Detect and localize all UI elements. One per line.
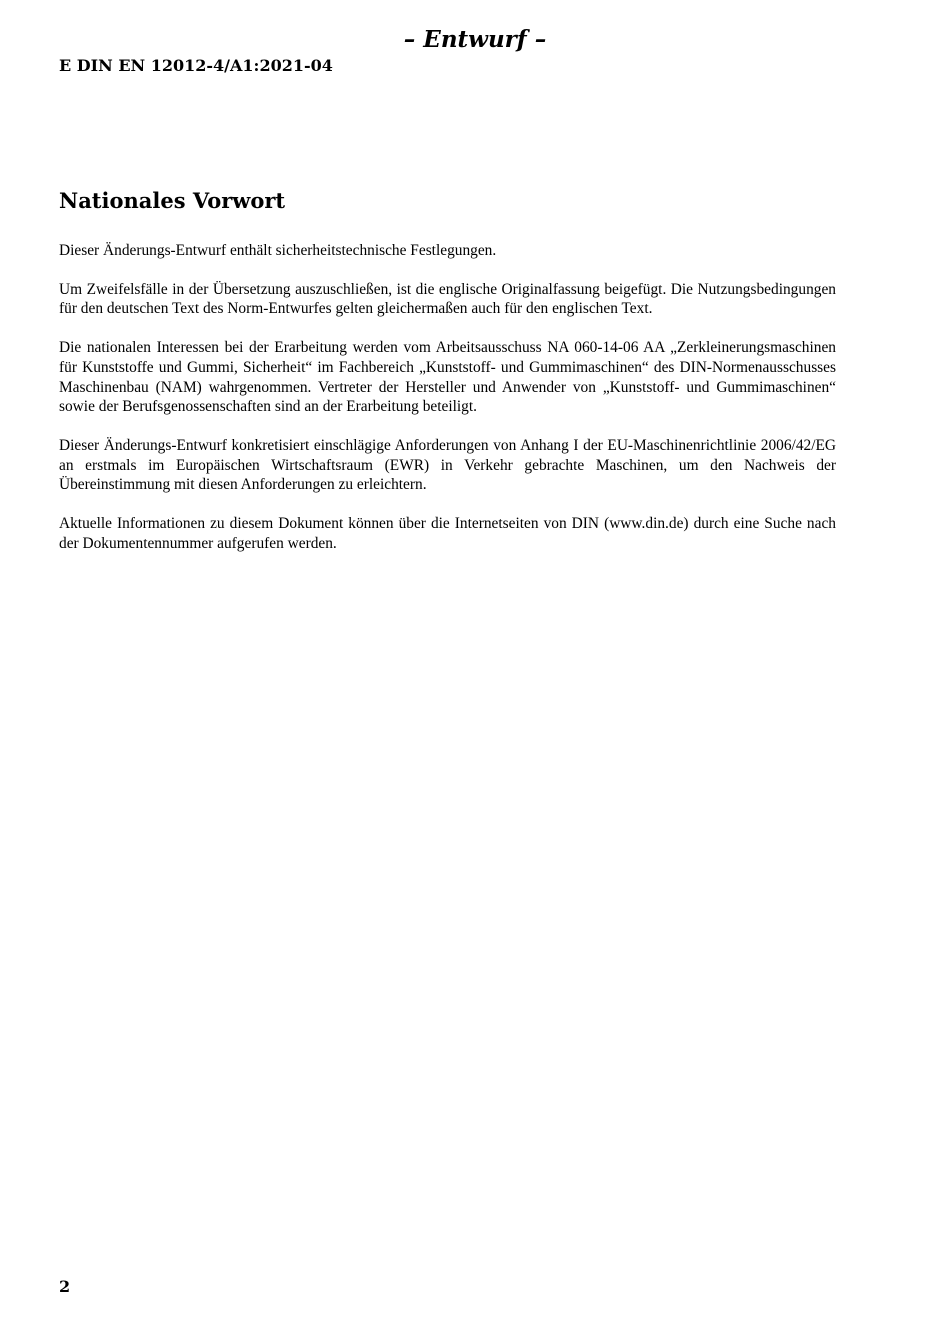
document-identifier: E DIN EN 12012-4/A1:2021-04: [59, 56, 333, 75]
paragraph-directive: Dieser Änderungs-Entwurf konkretisiert einschlägige Anforderungen von Anhang I der EU-Maschinenrichtlinie 2006/42/EG an erstmals im Europäischen Wirtschaftsraum (EWR) in Verkehr gebrachte Maschinen, um den Nachweis der Übereinstimmung mit diesen Anforderungen zu erleichtern.: [59, 436, 836, 494]
paragraph-safety-note: Dieser Änderungs-Entwurf enthält sicherheitstechnische Festlegungen.: [59, 242, 497, 259]
page-number: 2: [59, 1277, 71, 1296]
draft-watermark-label: – Entwurf –: [403, 26, 547, 53]
paragraph-current-info: Aktuelle Informationen zu diesem Dokument können über die Internetseiten von DIN (www.din.de) durch eine Suche nach der Dokumentennummer aufgerufen werden.: [59, 515, 836, 552]
paragraph-translation-note: Um Zweifelsfälle in der Übersetzung auszuschließen, ist die englische Originalfassung beigefügt. Die Nutzungsbedingungen für den deutschen Text des Norm-Entwurfes gelten gleichermaßen auch für den englischen Text.: [59, 280, 836, 318]
paragraph-committee: Die nationalen Interessen bei der Erarbeitung werden vom Arbeitsausschuss NA 060-14-06 AA „Zerkleinerungsmaschinen für Kunststoffe und Gummi, Sicherheit“ im Fachbereich „Kunststoff- und Gummimaschinen“ des DIN-Normenausschusses Maschinenbau (NAM) wahrgenommen. Vertreter der Hersteller und Anwender von „Kunststoff- und Gummimaschinen“ sowie der Berufsgenossenschaften sind an der Erarbeitung beteiligt.: [59, 339, 836, 416]
foreword-body: [59, 241, 836, 572]
section-title: Nationales Vorwort: [59, 188, 286, 213]
